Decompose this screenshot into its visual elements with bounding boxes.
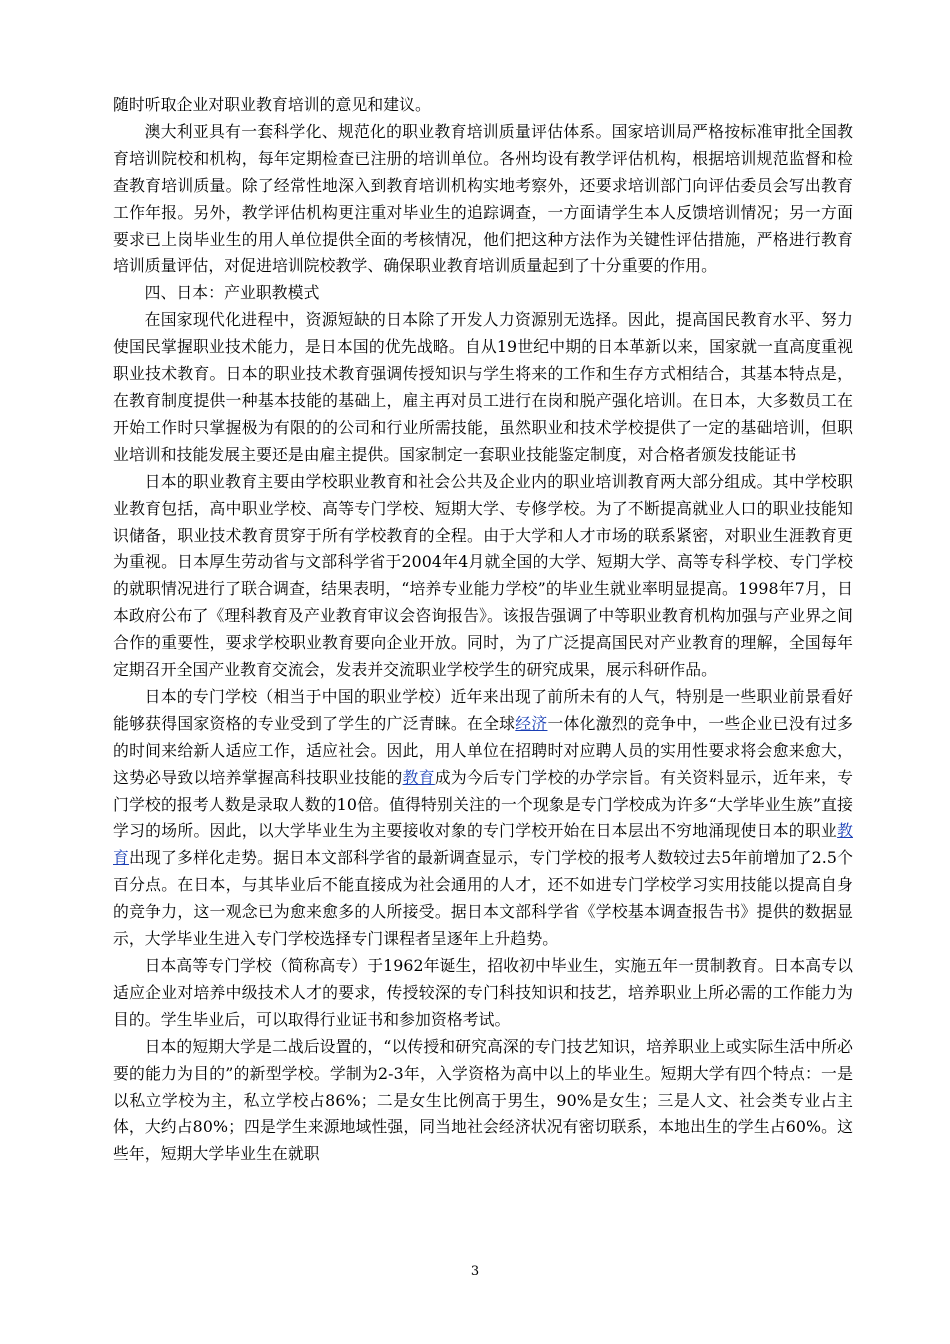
paragraph-japan-specialized-schools: [113, 684, 853, 953]
paragraph-australia-quality: 澳大利亚具有一套科学化、规范化的职业教育培训质量评估体系。国家培训局严格按标准审批全国教育培训院校和机构，每年定期检查已注册的培训单位。各州均设有教学评估机构，根据培训规范监督和检查教育培训质量。除了经常性地深入到教育培训机构实地考察外，还要求培训部门向评估委员会写出教育工作年报。另外，教学评估机构更注重对毕业生的追踪调查，一方面请学生本人反馈培训情况；另一方面要求已上岗毕业生的用人单位提供全面的考核情况，他们把这种方法作为关键性评估措施，严格进行教育培训质量评估，对促进培训院校教学、确保职业教育培训质量起到了十分重要的作用。: [113, 121, 853, 276]
paragraph-japan-junior-colleges: 日本的短期大学是二战后设置的，“以传授和研究高深的专门技艺知识，培养职业上或实际生活中所必要的能力为目的”的新型学校。学制为2-3年，入学资格为高中以上的毕业生。短期大学有四个特点：一是以私立学校为主，私立学校占86%；二是女生比例高于男生，90%是女生；三是人文、社会类专业占主体，大约占80%；四是学生来源地域性强，同当地社会经济状况有密切联系，本地出生的学生占60%。这些年，短期大学毕业生在就职: [113, 1036, 853, 1164]
paragraph-japan-overview: 在国家现代化进程中，资源短缺的日本除了开发人力资源别无选择。因此，提高国民教育水平、努力使国民掌握职业技术能力，是日本国的优先战略。自从19世纪中期的日本革新以来，国家就一直高度重视职业技术教育。日本的职业技术教育强调传授知识与学生将来的工作和生存方式相结合，其基本特点是，在教育制度提供一种基本技能的基础上，雇主再对员工进行在岗和脱产强化培训。在日本，大多数员工在开始工作时只掌握极为有限的的公司和行业所需技能，虽然职业和技术学校提供了一定的基础培训，但职业培训和技能发展主要还是由雇主提供。国家制定一套职业技能鉴定制度，对合格者颁发技能证书: [113, 310, 853, 464]
text-segment: 日本的专门学校（相当于中国的职业学校）近年来出现了前所未有的人气，特别是一些职业前景看好能够获得国家资格的专业受到了学生的广泛青睐。在全球: [113, 686, 853, 733]
link-education-2[interactable]: 教育: [113, 821, 853, 868]
link-economy[interactable]: 经济: [515, 713, 548, 733]
page-number: 3: [470, 1264, 480, 1279]
paragraph-continuation: 随时听取企业对职业教育培训的意见和建议。: [113, 95, 431, 114]
paragraph-japan-structure: 日本的职业教育主要由学校职业教育和社会公共及企业内的职业培训教育两大部分组成。其中学校职业教育包括，高中职业学校、高等专门学校、短期大学、专修学校。为了不断提高就业人口的职业技能知识储备，职业技术教育贯穿于所有学校教育的全程。由于大学和人才市场的联系紧密，对职业生涯教育更为重视。日本厚生劳动省与文部科学省于2004年4月就全国的大学、短期大学、高等专科学校、专门学校的就职情况进行了联合调查，结果表明，“培养专业能力学校”的毕业生就业率明显提高。1998年7月，日本政府公布了《理科教育及产业教育审议会咨询报告》。该报告强调了中等职业教育机构加强与产业界之间合作的重要性，要求学校职业教育要向企业开放。同时，为了广泛提高国民对产业教育的理解，全国每年定期召开全国产业教育交流会，发表并交流职业学校学生的研究成果，展示科研作品。: [113, 471, 853, 680]
text-segment: 成为今后专门学校的办学宗旨。有关资料显示，近年来，专门学校的报考人数是录取人数的10倍。值得特别关注的一个现象是专门学校成为许多“大学毕业生族”直接学习的场所。因此，以大学毕业生为主要接收对象的专门学校开始在日本层出不穷地涌现使日本的职业: [113, 767, 853, 841]
text-segment: 出现了多样化走势。据日本文部科学省的最新调查显示，专门学校的报考人数较过去5年前增加了2.5个百分点。在日本，与其毕业后不能直接成为社会通用的人才，还不如进专门学校学习实用技能以提高自身的竞争力，这一观念已为愈来愈多的人所接受。据日本文部科学省《学校基本调查报告书》提供的数据显示，大学毕业生进入专门学校选择专门课程者呈逐年上升趋势。: [113, 848, 853, 949]
link-education[interactable]: 教育: [402, 767, 435, 787]
section-heading-japan: 四、日本：产业职教模式: [144, 283, 320, 303]
paragraph-japan-technical-colleges: 日本高等专门学校（简称高专）于1962年诞生，招收初中毕业生，实施五年一贯制教育。日本高专以适应企业对培养中级技术人才的要求，传授较深的专门科技知识和技艺，培养职业上所必需的工作能力为目的。学生毕业后，可以取得行业证书和参加资格考试。: [113, 956, 853, 1029]
text-segment: 一体化激烈的竞争中，一些企业已没有过多的时间来给新人适应工作，适应社会。因此，用人单位在招聘时对应聘人员的实用性要求将会愈来愈大，这势必导致以培养掌握高科技职业技能的: [113, 713, 853, 787]
document-body: [113, 92, 853, 1168]
